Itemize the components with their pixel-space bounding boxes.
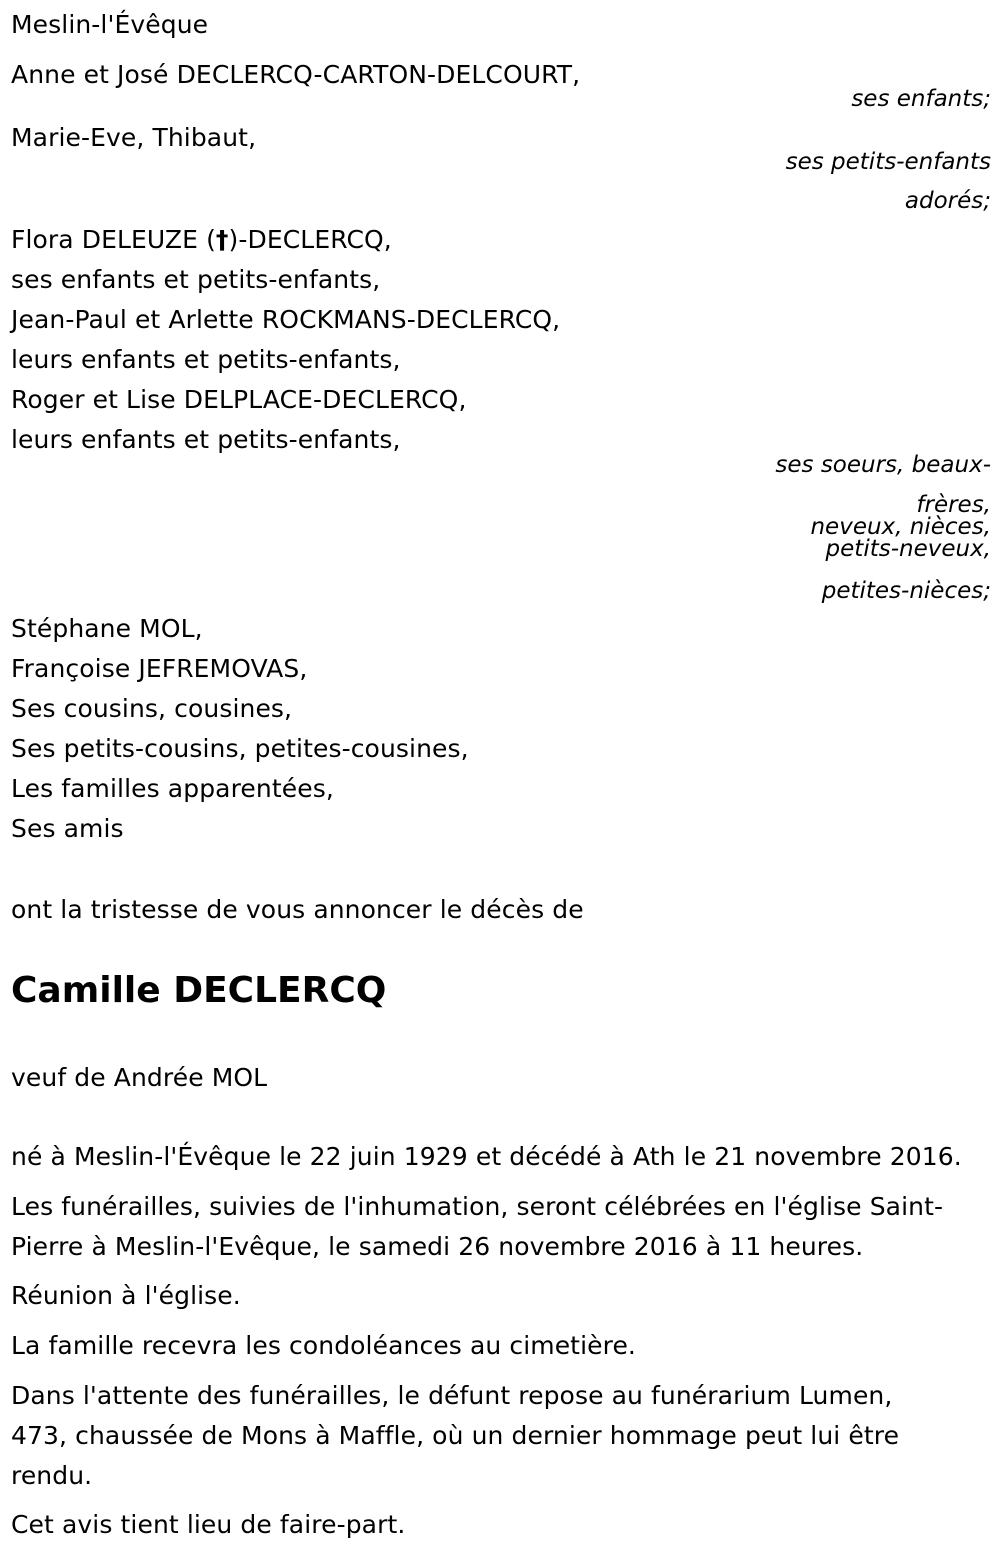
sibling-roger: Roger et Lise DELPLACE-DECLERCQ, <box>11 385 467 414</box>
cross-icon: † <box>215 225 229 254</box>
siblings-role-line3: neveux, nièces, <box>810 514 991 540</box>
other-mourner: Ses amis <box>11 814 124 843</box>
siblings-role-line4: petits-neveux, <box>825 536 991 562</box>
siblings-role-line2: frères, <box>916 492 991 518</box>
deceased-name: Camille DECLERCQ <box>11 970 387 1011</box>
other-mourner: Ses cousins, cousines, <box>11 694 293 723</box>
grandchildren-names: Marie-Eve, Thibaut, <box>11 123 257 152</box>
rest-details-line1: Dans l'attente des funérailles, le défunt repose au funérarium Lumen, <box>11 1381 893 1410</box>
other-mourner: Les familles apparentées, <box>11 774 334 803</box>
meeting-place: Réunion à l'église. <box>11 1281 241 1310</box>
other-mourner: Françoise JEFREMOVAS, <box>11 654 308 683</box>
closing-note: Cet avis tient lieu de faire-part. <box>11 1510 406 1539</box>
announcement-intro: ont la tristesse de vous annoncer le décès de <box>11 895 584 924</box>
children-role: ses enfants; <box>851 86 991 112</box>
birth-death: né à Meslin-l'Évêque le 22 juin 1929 et décédé à Ath le 21 novembre 2016. <box>11 1142 962 1171</box>
grandchildren-role-line2: adorés; <box>904 188 991 214</box>
children-names: Anne et José DECLERCQ-CARTON-DELCOURT, <box>11 60 581 89</box>
widower-of: veuf de Andrée MOL <box>11 1063 268 1092</box>
sibling-flora-descendants: ses enfants et petits-enfants, <box>11 265 381 294</box>
condolences: La famille recevra les condoléances au cimetière. <box>11 1331 636 1360</box>
grandchildren-role-line1: ses petits-enfants <box>785 149 991 175</box>
funeral-details-line2: Pierre à Meslin-l'Evêque, le samedi 26 novembre 2016 à 11 heures. <box>11 1232 864 1261</box>
sibling-jean-paul: Jean-Paul et Arlette ROCKMANS-DECLERCQ, <box>11 305 561 334</box>
sibling-flora <box>11 225 392 255</box>
siblings-role-line5: petites-nièces; <box>821 578 991 604</box>
sibling-roger-descendants: leurs enfants et petits-enfants, <box>11 425 401 454</box>
sibling-jean-paul-descendants: leurs enfants et petits-enfants, <box>11 345 401 374</box>
rest-details-line2: 473, chaussée de Mons à Maffle, où un dernier hommage peut lui être <box>11 1421 900 1450</box>
other-mourner: Stéphane MOL, <box>11 614 203 643</box>
location-heading: Meslin-l'Évêque <box>11 10 209 39</box>
funeral-details-line1: Les funérailles, suivies de l'inhumation, seront célébrées en l'église Saint- <box>11 1192 944 1221</box>
rest-details-line3: rendu. <box>11 1461 93 1490</box>
other-mourner: Ses petits-cousins, petites-cousines, <box>11 734 469 763</box>
siblings-role-line1: ses soeurs, beaux- <box>775 452 991 478</box>
sibling-flora-name: Flora DELEUZE ( <box>11 225 216 254</box>
sibling-flora-surname: )-DECLERCQ, <box>228 225 392 254</box>
